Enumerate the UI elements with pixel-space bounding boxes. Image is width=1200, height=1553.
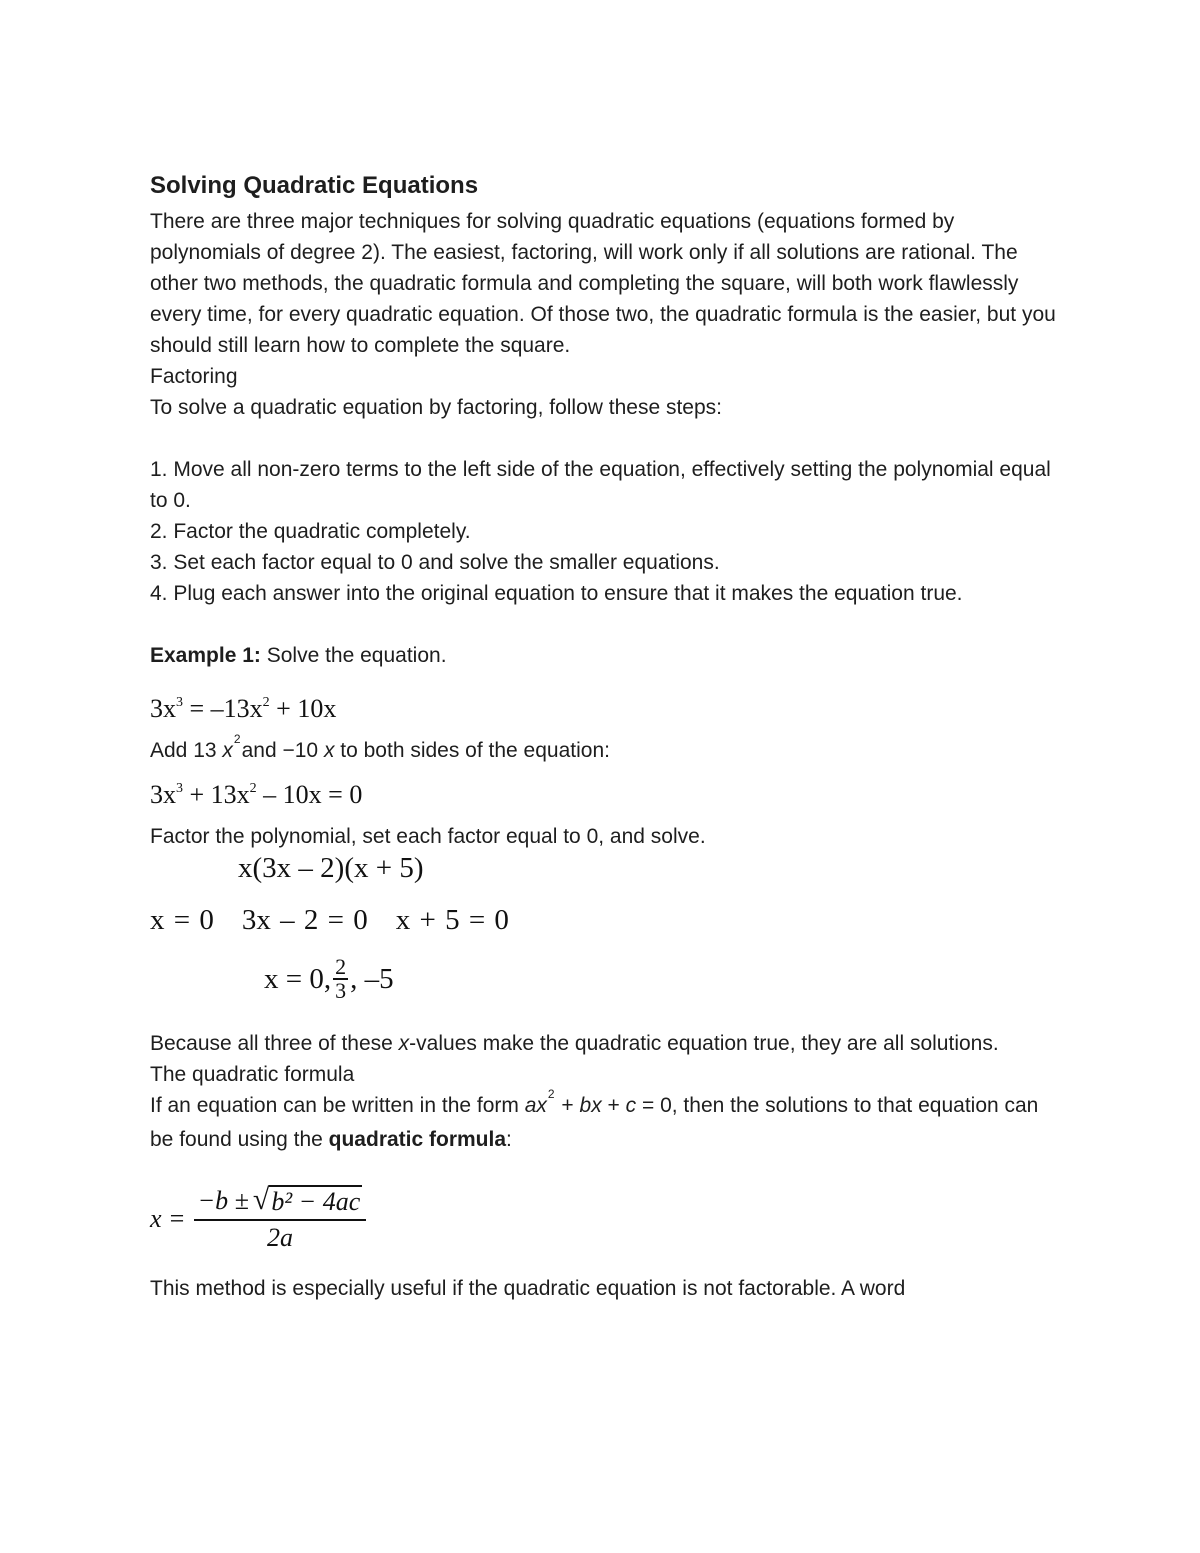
page-title: Solving Quadratic Equations: [150, 172, 479, 199]
factored-solution-block: [150, 852, 650, 1028]
solution-set: x = 0, $\frac{2}{3}$ , –5: [264, 954, 394, 1003]
list-item: 3. Set each factor equal to 0 and solve the smaller equations.: [150, 551, 720, 574]
factoring-heading: Factoring: [150, 365, 238, 388]
add-step-text: Add 13 $x^2and -10$ x to both sides of the equation:: [150, 732, 610, 762]
quadratic-formula-intro: If an equation can be written in the form $ax^2$ + bx + c = 0, then the solutions to that equation can be found using the quadratic formula:: [150, 1087, 1039, 1151]
formula-numerator: −b ± √ b² − 4ac: [194, 1185, 367, 1221]
equation-original: $3x^3 = -13x^2 + 10x$: [150, 694, 337, 723]
equation-rearranged: $3x^3 + 13x^2 - 10x = 0$: [150, 780, 363, 809]
factored-expression: x(3x – 2)(x + 5): [238, 852, 424, 884]
formula-denominator: 2a: [266, 1223, 293, 1252]
example-line: [150, 640, 1060, 671]
document-page: [150, 166, 1060, 1304]
list-item: 2. Factor the quadratic completely.: [150, 520, 471, 543]
formula-lhs: x =: [150, 1204, 186, 1233]
example-label: Example 1:: [150, 644, 261, 667]
factoring-intro: To solve a quadratic equation by factoring, follow these steps:: [150, 396, 723, 419]
blank-line: [150, 609, 1060, 640]
closing-paragraph: This method is especially useful if the quadratic equation is not factorable. A word: [150, 1277, 906, 1300]
factor-step-text: Factor the polynomial, set each factor equal to 0, and solve.: [150, 825, 706, 848]
quadratic-formula: [150, 1185, 1060, 1273]
intro-paragraph: There are three major techniques for solving quadratic equations (equations formed by polynomials of degree 2). The easiest, factoring, will work only if all solutions are rational. The other two methods, the quadratic formula and completing the square, will both work flawlessly every time, for every quadratic equation. Of those two, the quadratic formula is the easier, but you should still learn how to complete the square.: [150, 210, 1056, 357]
fraction: $\frac{2}{3}$: [335, 954, 347, 1003]
steps-list: [150, 454, 1060, 609]
formula-fraction: [194, 1185, 367, 1253]
factor-equations-row: x = 0 3x – 2 = 0 x + 5 = 0: [150, 904, 509, 936]
blank-line: [150, 423, 1060, 454]
because-paragraph: Because all three of these x-values make the quadratic equation true, they are all solutions.: [150, 1032, 999, 1055]
list-item: 4. Plug each answer into the original equation to ensure that it makes the equation true.: [150, 582, 963, 605]
quadratic-formula-heading: The quadratic formula: [150, 1063, 355, 1086]
list-item: 1. Move all non-zero terms to the left side of the equation, effectively setting the polynomial equal to 0.: [150, 458, 1051, 512]
square-root: √ b² − 4ac: [252, 1183, 361, 1216]
example-text: Solve the equation.: [260, 644, 447, 667]
